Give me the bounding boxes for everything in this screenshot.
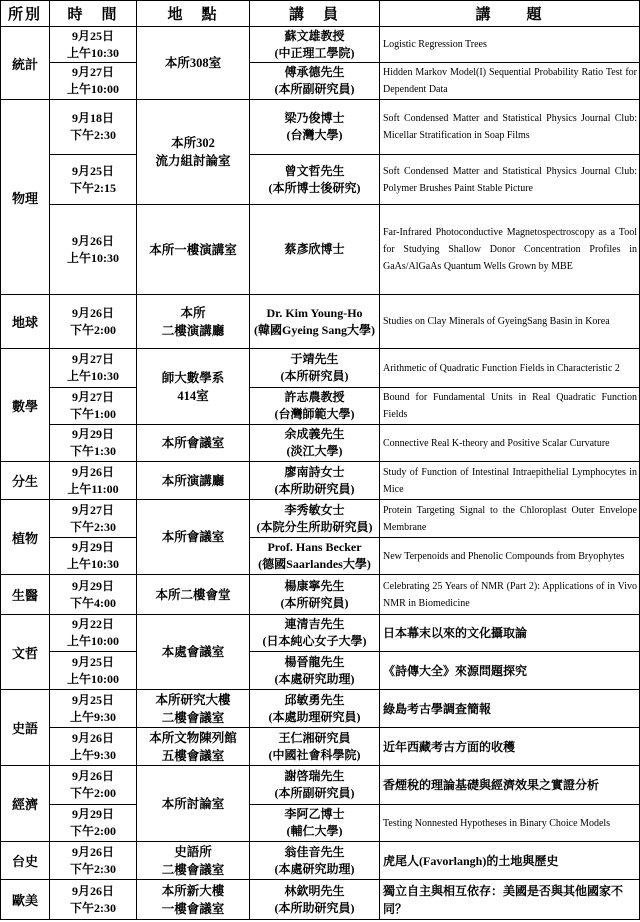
session-date: 9月26日 — [71, 883, 114, 898]
place-cell: 本所新大樓 一樓會議室 — [137, 880, 250, 920]
time-cell — [50, 500, 137, 538]
speaker-cell — [250, 842, 380, 880]
session-time: 上午10:00 — [67, 634, 119, 648]
speaker-affiliation: (淡江大學) — [286, 444, 343, 458]
topic-text: Bound for Fundamental Units in Real Quadratic Function Fields — [383, 392, 637, 420]
topic-cell — [380, 205, 640, 295]
session-date: 9月25日 — [71, 654, 114, 669]
dept-cell: 文哲 — [0, 615, 50, 690]
time-cell — [50, 766, 137, 805]
speaker-affiliation: (中正理工學院) — [274, 45, 355, 60]
speaker-cell — [250, 766, 380, 805]
session-time: 下午2:15 — [70, 180, 116, 195]
topic-text: 近年西藏考古方面的收穫 — [383, 739, 516, 754]
topic-text: 獨立自主與相互依存：美國是否與其他國家不同？ — [383, 883, 624, 916]
topic-text: New Terpenoids and Phenolic Compounds from Bryophytes — [383, 550, 625, 562]
topic-text: 綠島考古學調查簡報 — [383, 701, 492, 716]
speaker-cell — [250, 63, 380, 100]
time-cell — [50, 205, 137, 295]
topic-text: 日本幕末以來的文化攝取論 — [383, 626, 528, 640]
dept-cell: 物理 — [0, 100, 50, 295]
header-speaker: 講 員 — [250, 0, 380, 27]
speaker-name: 翁佳音先生 — [284, 844, 345, 859]
session-date: 9月29日 — [71, 427, 114, 441]
time-cell — [50, 27, 137, 63]
speaker-affiliation: (本所助研究員) — [274, 481, 355, 496]
place-cell: 師大數學系 414室 — [137, 349, 250, 425]
place-cell: 本所302 流力組討論室 — [137, 100, 250, 205]
time-cell — [50, 615, 137, 652]
speaker-cell — [250, 425, 380, 462]
place-cell: 本所二樓會堂 — [137, 575, 250, 615]
topic-cell — [380, 500, 640, 538]
topic-cell — [380, 842, 640, 880]
session-time: 上午10:00 — [67, 671, 119, 686]
topic-cell — [380, 880, 640, 920]
speaker-affiliation: (本所副研究員) — [274, 786, 355, 800]
session-date: 9月18日 — [71, 111, 114, 125]
dept-cell: 經濟 — [0, 766, 50, 842]
session-date: 9月29日 — [71, 578, 114, 593]
speaker-cell — [250, 615, 380, 652]
speaker-name: 王仁湘研究員 — [278, 730, 351, 745]
place-cell: 本所會議室 — [137, 500, 250, 575]
time-cell — [50, 462, 137, 500]
place-cell: 本所308室 — [137, 27, 250, 100]
topic-cell — [380, 63, 640, 100]
speaker-cell — [250, 575, 380, 615]
speaker-name: 于靖先生 — [290, 352, 339, 366]
speaker-name: 蔡彥欣博士 — [284, 242, 345, 256]
topic-text: Studies on Clay Minerals of GyeingSang Basin in Korea — [383, 316, 610, 327]
time-cell — [50, 575, 137, 615]
time-cell — [50, 155, 137, 205]
dept-cell: 數學 — [0, 349, 50, 462]
session-time: 上午10:30 — [67, 45, 119, 60]
topic-text: 香煙稅的理論基礎與經濟效果之實證分析 — [383, 778, 600, 792]
speaker-name: 謝啓瑞先生 — [284, 769, 345, 783]
session-time: 上午11:00 — [67, 481, 119, 496]
time-cell — [50, 652, 137, 690]
topic-cell — [380, 575, 640, 615]
speaker-affiliation: (本處研究助理) — [274, 671, 355, 686]
topic-text: Soft Condensed Matter and Statistical Physics Journal Club: Polymer Brushes Paint Stable Picture — [383, 165, 637, 194]
time-cell — [50, 349, 137, 388]
dept-cell: 台史 — [0, 842, 50, 880]
speaker-name: 廖南詩女士 — [284, 464, 345, 479]
topic-cell — [380, 538, 640, 575]
topic-cell — [380, 349, 640, 388]
speaker-affiliation: (本所研究員) — [280, 595, 349, 610]
topic-text: Arithmetic of Quadratic Function Fields in Characteristic 2 — [383, 362, 620, 374]
speaker-cell — [250, 690, 380, 728]
time-cell — [50, 100, 137, 155]
session-date: 9月27日 — [71, 390, 114, 404]
header-time: 時 間 — [50, 0, 137, 27]
topic-cell — [380, 155, 640, 205]
session-time: 上午10:30 — [67, 557, 119, 571]
speaker-affiliation: (本所博士後研究) — [268, 180, 361, 195]
session-time: 上午10:30 — [67, 250, 119, 265]
speaker-affiliation: (韓國Gyeing Sang大學) — [253, 322, 375, 337]
topic-text: 虎尾人(Favorlangh)的土地與歷史 — [383, 853, 559, 868]
session-time: 上午10:30 — [67, 369, 119, 383]
speaker-affiliation: (本所副研究員) — [274, 82, 355, 96]
topic-cell — [380, 690, 640, 728]
session-time: 下午2:00 — [70, 824, 116, 838]
time-cell — [50, 63, 137, 100]
speaker-name: Prof. Hans Becker — [267, 540, 362, 554]
topic-cell — [380, 388, 640, 425]
topic-text: Connective Real K-theory and Positive Scalar Curvature — [383, 437, 610, 449]
speaker-cell — [250, 295, 380, 349]
speaker-affiliation: (台灣師範大學) — [274, 407, 355, 421]
session-date: 9月26日 — [71, 769, 114, 783]
topic-text: Testing Nonnested Hypotheses in Binary Choice Models — [383, 817, 611, 829]
topic-text: Hidden Markov Model(I) Sequential Probability Ratio Test for Dependent Data — [383, 67, 637, 95]
speaker-name: 楊晉龍先生 — [284, 654, 345, 669]
topic-cell — [380, 766, 640, 805]
place-cell: 本處會議室 — [137, 615, 250, 690]
place-cell: 本所 二樓演講廳 — [137, 295, 250, 349]
time-cell — [50, 728, 137, 766]
dept-cell: 分生 — [0, 462, 50, 500]
speaker-affiliation: (本所助研究員) — [274, 900, 355, 915]
speaker-name: 連清吉先生 — [284, 617, 345, 631]
session-time: 下午2:30 — [70, 519, 116, 534]
time-cell — [50, 842, 137, 880]
header-place: 地 點 — [137, 0, 250, 27]
speaker-affiliation: (輔仁大學) — [286, 824, 343, 838]
time-cell — [50, 295, 137, 349]
place-cell: 本所一樓演講室 — [137, 205, 250, 295]
session-date: 9月27日 — [71, 352, 114, 366]
speaker-cell — [250, 100, 380, 155]
speaker-cell — [250, 805, 380, 842]
speaker-name: 林欽明先生 — [284, 883, 345, 898]
speaker-name: 蘇文雄教授 — [284, 28, 345, 43]
topic-cell — [380, 615, 640, 652]
time-cell — [50, 690, 137, 728]
speaker-name: 許志農教授 — [284, 390, 345, 404]
speaker-cell — [250, 728, 380, 766]
speaker-cell — [250, 349, 380, 388]
session-time: 下午4:00 — [70, 595, 116, 610]
speaker-name: 邱敏勇先生 — [284, 692, 345, 707]
place-cell: 本所文物陳列館 五樓會議室 — [137, 728, 250, 766]
speaker-name: 楊康寧先生 — [284, 578, 345, 593]
topic-cell — [380, 425, 640, 462]
place-cell: 本所演講廳 — [137, 462, 250, 500]
session-date: 9月25日 — [71, 692, 114, 707]
speaker-affiliation: (德國Saarlandes大學) — [258, 557, 371, 571]
time-cell — [50, 805, 137, 842]
speaker-affiliation: (台灣大學) — [286, 128, 343, 142]
speaker-cell — [250, 462, 380, 500]
session-time: 上午9:30 — [70, 747, 116, 762]
speaker-affiliation: (本處研究助理) — [274, 861, 355, 876]
topic-text: Far-Infrared Photoconductive Magnetospectroscopy as a Tool for Studying Shallow Donor Concentration Profiles in GaAs/AlGaAs Quantum Wells Grown by MBE — [383, 227, 637, 272]
speaker-affiliation: (中國社會科學院) — [268, 747, 361, 762]
speaker-cell — [250, 500, 380, 538]
session-date: 9月29日 — [71, 540, 114, 554]
session-time: 下午1:30 — [70, 444, 116, 458]
place-cell: 本所研究大樓 二樓會議室 — [137, 690, 250, 728]
speaker-affiliation: (日本純心女子大學) — [262, 634, 367, 648]
topic-cell — [380, 462, 640, 500]
speaker-name: 曾文哲先生 — [284, 163, 345, 178]
session-time: 下午2:30 — [70, 128, 116, 142]
topic-cell — [380, 100, 640, 155]
speaker-cell — [250, 538, 380, 575]
dept-cell: 生醫 — [0, 575, 50, 615]
session-date: 9月26日 — [71, 730, 114, 745]
session-date: 9月27日 — [71, 502, 114, 517]
session-date: 9月26日 — [71, 305, 114, 320]
topic-text: Study of Function of Intestinal Intraepithelial Lymphocytes in Mice — [383, 466, 637, 495]
speaker-affiliation: (本所研究員) — [280, 369, 349, 383]
session-date: 9月22日 — [71, 617, 114, 631]
speaker-name: 李阿乙博士 — [284, 807, 345, 821]
speaker-affiliation: (本院分生所助研究員) — [256, 519, 373, 534]
speaker-name: Dr. Kim Young-Ho — [266, 305, 363, 320]
session-date: 9月26日 — [71, 464, 114, 479]
dept-cell: 史語 — [0, 690, 50, 766]
topic-cell — [380, 805, 640, 842]
session-time: 上午9:30 — [70, 709, 116, 724]
speaker-cell — [250, 652, 380, 690]
session-date: 9月29日 — [71, 807, 114, 821]
speaker-name: 梁乃俊博士 — [284, 111, 345, 125]
session-time: 上午10:00 — [67, 82, 119, 96]
speaker-name: 傅承德先生 — [284, 65, 345, 79]
time-cell — [50, 388, 137, 425]
speaker-cell — [250, 388, 380, 425]
dept-cell: 地球 — [0, 295, 50, 349]
session-date: 9月26日 — [71, 844, 114, 859]
session-time: 下午2:00 — [70, 786, 116, 800]
header-dept: 所別 — [0, 0, 50, 27]
topic-text: Celebrating 25 Years of NMR (Part 2): Applications of in Vivo NMR in Biomedicine — [383, 580, 637, 609]
topic-cell — [380, 295, 640, 349]
topic-cell — [380, 652, 640, 690]
session-date: 9月25日 — [71, 28, 114, 43]
speaker-name: 李秀敏女士 — [284, 502, 345, 517]
dept-cell: 統計 — [0, 27, 50, 100]
time-cell — [50, 880, 137, 920]
session-time: 下午2:30 — [70, 900, 116, 915]
place-cell: 本所討論室 — [137, 766, 250, 842]
topic-text: 《詩傳大全》來源問題探究 — [383, 663, 528, 678]
session-time: 下午2:30 — [70, 861, 116, 876]
topic-text: Logistic Regression Trees — [383, 39, 487, 50]
speaker-name: 余成義先生 — [284, 427, 345, 441]
session-time: 下午2:00 — [70, 322, 116, 337]
session-date: 9月27日 — [71, 65, 114, 79]
topic-text: Protein Targeting Signal to the Chloroplast Outer Envelope Membrane — [383, 504, 637, 533]
speaker-cell — [250, 27, 380, 63]
topic-text: Soft Condensed Matter and Statistical Physics Journal Club: Micellar Stratification in Soap Films — [383, 113, 637, 141]
topic-cell — [380, 27, 640, 63]
dept-cell: 植物 — [0, 500, 50, 575]
speaker-cell — [250, 880, 380, 920]
time-cell — [50, 425, 137, 462]
session-date: 9月26日 — [71, 233, 114, 248]
topic-cell — [380, 728, 640, 766]
dept-cell: 歐美 — [0, 880, 50, 920]
session-date: 9月25日 — [71, 163, 114, 178]
speaker-cell — [250, 205, 380, 295]
session-time: 下午1:00 — [70, 407, 116, 421]
place-cell: 史語所 二樓會議室 — [137, 842, 250, 880]
speaker-affiliation: (本處助理研究員) — [268, 709, 361, 724]
speaker-cell — [250, 155, 380, 205]
place-cell: 本所會議室 — [137, 425, 250, 462]
time-cell — [50, 538, 137, 575]
header-topic: 講 題 — [380, 0, 640, 27]
